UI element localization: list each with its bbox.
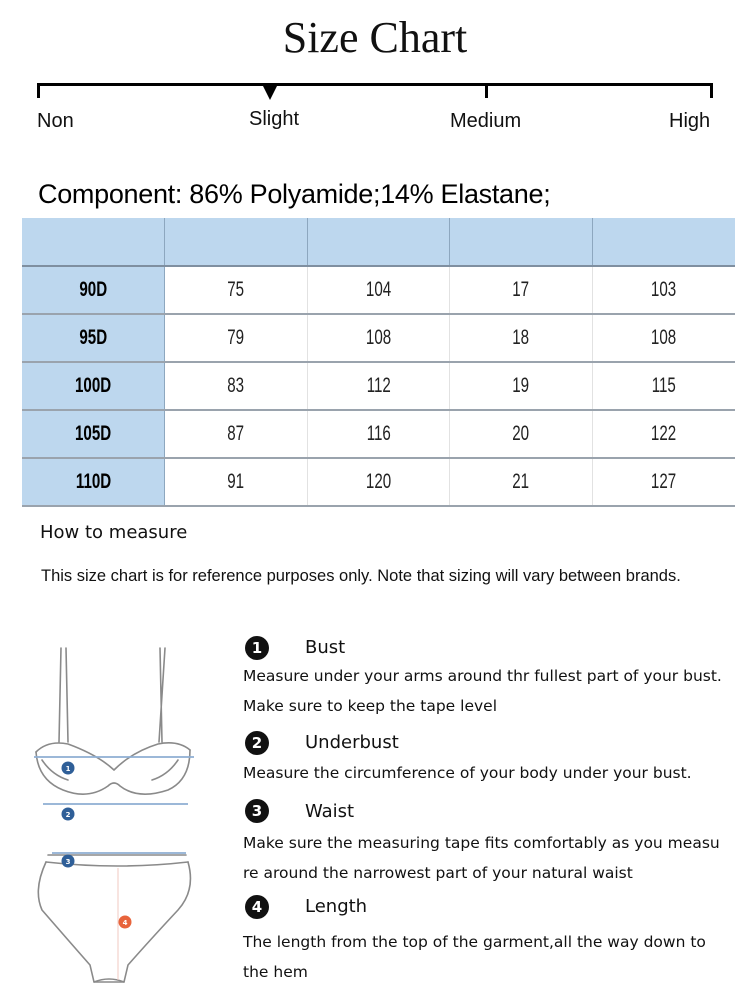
size-cell — [22, 314, 165, 362]
scale-label-non: Non — [37, 110, 74, 132]
cell-value: 122 — [651, 422, 677, 445]
table-cell — [165, 458, 308, 506]
how-to-measure-heading: How to measure — [40, 522, 188, 543]
number-3-icon: 3 — [245, 799, 269, 823]
item-desc-line: Measure under your arms around thr fullest part of your bust. — [243, 667, 722, 685]
marker-2-number: 2 — [65, 811, 71, 819]
cell-value: 79 — [227, 326, 245, 349]
table-cell — [592, 266, 735, 314]
scale-label-slight: Slight — [249, 108, 300, 130]
table-cell — [165, 314, 308, 362]
size-cell — [22, 266, 165, 314]
table-row — [22, 314, 735, 362]
table-cell — [450, 266, 593, 314]
cell-value: 17 — [512, 278, 530, 301]
table-row — [22, 410, 735, 458]
reference-note: This size chart is for reference purposes only. Note that sizing will vary between brands. — [41, 567, 681, 585]
size-label: 110D — [75, 470, 111, 493]
scale-tick-high — [710, 83, 713, 98]
cell-value: 21 — [512, 470, 530, 493]
item-desc-line: The length from the top of the garment,all the way down to — [243, 933, 706, 951]
table-cell — [592, 458, 735, 506]
size-label: 100D — [74, 374, 112, 397]
cell-value: 112 — [366, 374, 391, 397]
cell-value: 19 — [512, 374, 530, 397]
marker-3-number: 3 — [65, 858, 71, 866]
cell-value: 20 — [512, 422, 530, 445]
size-label: 95D — [79, 326, 107, 349]
scale-label-medium: Medium — [450, 110, 522, 132]
size-cell — [22, 410, 165, 458]
table-cell — [592, 410, 735, 458]
table-cell — [165, 410, 308, 458]
item-desc-line: Make sure the measuring tape fits comfortably as you measu — [243, 834, 720, 852]
table-header-cell — [450, 218, 593, 266]
table-header-cell — [22, 218, 165, 266]
number-1-icon: 1 — [245, 636, 269, 660]
size-cell — [22, 362, 165, 410]
item-desc-line: Measure the circumference of your body under your bust. — [243, 764, 692, 782]
cell-value: 116 — [366, 422, 391, 445]
size-label: 90D — [79, 278, 107, 301]
cell-value: 83 — [227, 374, 245, 397]
cell-value: 120 — [365, 470, 392, 493]
scale-tick-non — [37, 83, 40, 98]
table-cell — [307, 314, 450, 362]
component-text: Component: 86% Polyamide;14% Elastane; — [38, 179, 551, 209]
table-header-row — [22, 218, 735, 266]
scale-marker-triangle-icon — [262, 84, 278, 100]
cell-value: 127 — [651, 470, 677, 493]
cell-value: 18 — [512, 326, 530, 349]
item-title: Waist — [305, 801, 355, 822]
table-cell — [592, 362, 735, 410]
item-title: Length — [305, 896, 368, 917]
cell-value: 104 — [365, 278, 392, 301]
table-cell — [307, 266, 450, 314]
page-title: Size Chart — [282, 13, 468, 62]
item-title: Underbust — [305, 732, 399, 753]
table-cell — [307, 362, 450, 410]
item-title: Bust — [305, 637, 346, 658]
marker-4-number: 4 — [122, 919, 128, 927]
table-cell — [165, 266, 308, 314]
scale-line — [37, 83, 713, 86]
cell-value: 108 — [365, 326, 392, 349]
table-cell — [307, 410, 450, 458]
table-header-cell — [165, 218, 308, 266]
item-desc-line: Make sure to keep the tape level — [243, 697, 498, 715]
size-label: 105D — [74, 422, 112, 445]
table-cell — [592, 314, 735, 362]
size-cell — [22, 458, 165, 506]
cell-value: 103 — [651, 278, 677, 301]
item-desc-line: the hem — [243, 963, 308, 981]
cell-value: 115 — [651, 374, 676, 397]
table-cell — [450, 362, 593, 410]
table-cell — [450, 458, 593, 506]
table-row — [22, 362, 735, 410]
cell-value: 75 — [227, 278, 245, 301]
table-cell — [450, 410, 593, 458]
table-header-cell — [307, 218, 450, 266]
table-header-cell — [592, 218, 735, 266]
number-4-icon: 4 — [245, 895, 269, 919]
lingerie-illustration — [28, 640, 218, 990]
marker-1-number: 1 — [65, 765, 71, 773]
cell-value: 91 — [227, 470, 245, 493]
item-desc-line: re around the narrowest part of your natural waist — [243, 864, 633, 882]
size-table — [22, 218, 735, 507]
table-row — [22, 266, 735, 314]
scale-label-high: High — [669, 110, 711, 132]
table-cell — [307, 458, 450, 506]
scale-tick-medium — [485, 83, 488, 98]
table-cell — [450, 314, 593, 362]
cell-value: 87 — [227, 422, 245, 445]
table-cell — [165, 362, 308, 410]
cell-value: 108 — [651, 326, 677, 349]
number-2-icon: 2 — [245, 731, 269, 755]
table-row — [22, 458, 735, 506]
